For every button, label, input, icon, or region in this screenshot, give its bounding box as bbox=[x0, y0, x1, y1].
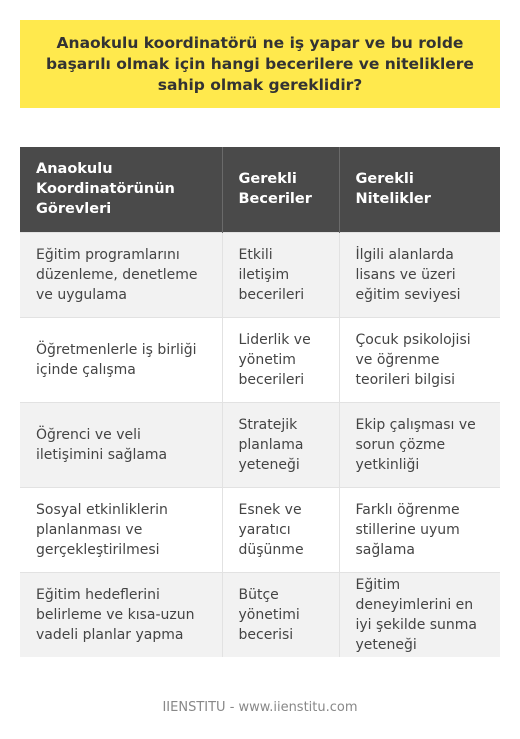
title-banner bbox=[20, 20, 500, 108]
table-cell-qualification: Çocuk psikolojisi ve öğrenme teorileri bilgisi bbox=[339, 317, 500, 402]
table-cell-duty: Öğrenci ve veli iletişimini sağlama bbox=[20, 402, 222, 487]
table-cell-duty: Öğretmenlerle iş birliği içinde çalışma bbox=[20, 317, 222, 402]
table-cell-duty: Sosyal etkinliklerin planlanması ve gerçekleştirilmesi bbox=[20, 487, 222, 572]
table-cell-duty: Eğitim programlarını düzenleme, denetleme ve uygulama bbox=[20, 232, 222, 317]
header-skills: Gerekli Beceriler bbox=[222, 147, 339, 232]
table-row bbox=[20, 572, 500, 657]
header-qualifications: Gerekli Nitelikler bbox=[339, 147, 500, 232]
table-row bbox=[20, 317, 500, 402]
table-cell-qualification: İlgili alanlarda lisans ve üzeri eğitim seviyesi bbox=[339, 232, 500, 317]
page-title: Anaokulu koordinatörü ne iş yapar ve bu rolde başarılı olmak için hangi becerilere ve niteliklere sahip olmak gereklidir? bbox=[46, 33, 474, 94]
table-cell-skill: Stratejik planlama yeteneği bbox=[222, 402, 339, 487]
table-cell-skill: Bütçe yönetimi becerisi bbox=[222, 572, 339, 657]
table-header-row bbox=[20, 147, 500, 232]
table-cell-qualification: Eğitim deneyimlerini en iyi şekilde sunma yeteneği bbox=[339, 572, 500, 657]
table-row bbox=[20, 487, 500, 572]
table-cell-qualification: Ekip çalışması ve sorun çözme yetkinliği bbox=[339, 402, 500, 487]
table-cell-skill: Liderlik ve yönetim becerileri bbox=[222, 317, 339, 402]
table-row bbox=[20, 402, 500, 487]
footer-credit: IIENSTITU - www.iienstitu.com bbox=[162, 700, 358, 715]
table-cell-duty: Eğitim hedeflerini belirleme ve kısa-uzun vadeli planlar yapma bbox=[20, 572, 222, 657]
comparison-table-container bbox=[20, 147, 500, 657]
table-cell-skill: Esnek ve yaratıcı düşünme bbox=[222, 487, 339, 572]
header-duties: Anaokulu Koordinatörünün Görevleri bbox=[20, 147, 222, 232]
table-cell-skill: Etkili iletişim becerileri bbox=[222, 232, 339, 317]
table-row bbox=[20, 232, 500, 317]
comparison-table bbox=[20, 147, 500, 657]
table-cell-qualification: Farklı öğrenme stillerine uyum sağlama bbox=[339, 487, 500, 572]
